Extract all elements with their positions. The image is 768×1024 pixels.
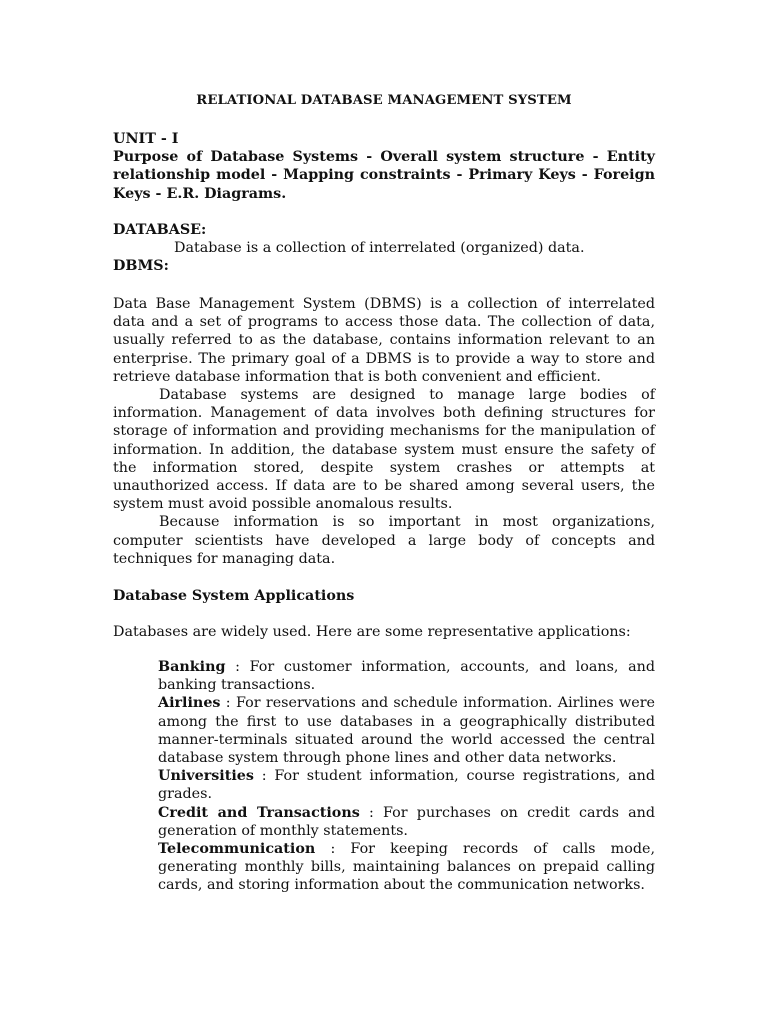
application-term: Credit and Transactions	[158, 804, 360, 821]
database-heading: DATABASE:	[113, 222, 207, 238]
applications-heading-block	[113, 587, 655, 605]
dbms-section	[113, 295, 655, 568]
list-item	[158, 694, 655, 767]
list-item	[158, 658, 655, 694]
list-item	[158, 804, 655, 840]
application-description: : For reservations and schedule information. Airlines were among the first to use databases in a geographically distributed manner-terminals situated around the world accessed the central database system through phone lines and other data networks.	[158, 695, 655, 767]
application-description: : For keeping records of calls mode, generating monthly bills, maintaining balances on prepaid calling cards, and storing information about the communication networks.	[158, 841, 655, 894]
dbms-paragraph-2: Database systems are designed to manage large bodies of information. Management of data involves both defining structures for storage of information and providing mechanisms for the manipulation of information. In addition, the database system must ensure the safety of the information stored, despite system crashes or attempts at unauthorized access. If data are to be shared among several users, the system must avoid possible anomalous results.	[113, 387, 655, 513]
application-term: Telecommunication	[158, 841, 316, 858]
application-term: Universities	[158, 768, 254, 785]
unit-section	[113, 130, 655, 203]
applications-intro-block	[113, 623, 655, 641]
applications-list	[158, 658, 655, 895]
application-description: : For student information, course registrations, and grades.	[158, 768, 655, 803]
applications-intro: Databases are widely used. Here are some representative applications:	[113, 624, 631, 640]
document-title: RELATIONAL DATABASE MANAGEMENT SYSTEM	[196, 93, 572, 108]
list-item	[158, 840, 655, 895]
database-section	[113, 221, 655, 276]
database-definition: Database is a collection of interrelated (organized) data.	[174, 240, 585, 257]
applications-heading: Database System Applications	[113, 588, 355, 604]
dbms-heading: DBMS:	[113, 258, 169, 275]
unit-topics: Purpose of Database Systems - Overall system structure - Entity relationship model - Mapping constraints - Primary Keys - Foreign Keys - E.R. Diagrams.	[113, 149, 655, 202]
application-term: Airlines	[158, 695, 221, 712]
application-term: Banking	[158, 659, 226, 675]
application-description: : For purchases on credit cards and generation of monthly statements.	[158, 804, 655, 839]
unit-heading: UNIT - I	[113, 131, 179, 147]
dbms-paragraph-1: Data Base Management System (DBMS) is a collection of interrelated data and a set of programs to access those data. The collection of data, usually referred to as the database, contains information relevant to an enterprise. The primary goal of a DBMS is to provide a way to store and retrieve database information that is both convenient and efficient.	[113, 296, 655, 385]
application-description: : For customer information, accounts, and loans, and banking transactions.	[158, 659, 655, 694]
list-item	[158, 767, 655, 803]
dbms-paragraph-3: Because information is so important in most organizations, computer scientists have developed a large body of concepts and techniques for managing data.	[113, 514, 655, 567]
